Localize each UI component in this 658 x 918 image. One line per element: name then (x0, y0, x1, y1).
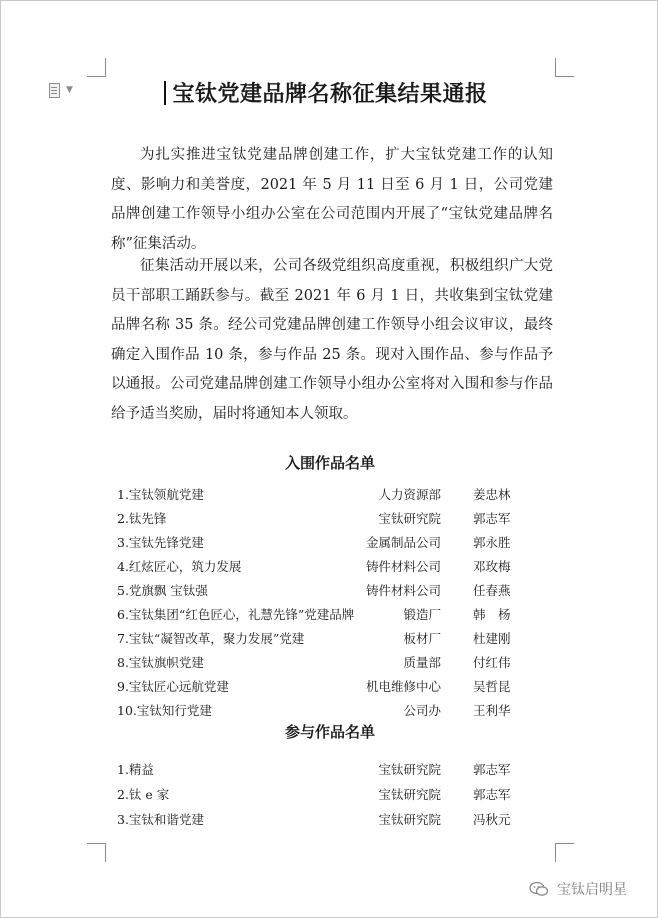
entry-name: 1.精益 (117, 762, 154, 777)
entry-person: 王利华 (473, 703, 511, 718)
entry-department: 铸件材料公司 (365, 559, 441, 574)
table-row (1, 533, 658, 555)
body-paragraph-1: 为扎实推进宝钛党建品牌创建工作，扩大宝钛党建工作的认知度、影响力和美誉度，2021 年 5 月 11 日至 6 月 1 日，公司党建品牌创建工作领导小组办公室在公司范围内开展了“宝钛党建品牌名称”征集活动。 (111, 147, 553, 252)
entry-name: 4.红炫匠心，筑力发展 (117, 559, 242, 574)
entry-person: 邓玫梅 (473, 559, 511, 574)
shortlist-heading: 入围作品名单 (284, 454, 375, 472)
table-row (1, 509, 658, 531)
entry-department: 金属制品公司 (365, 535, 441, 550)
table-row (1, 653, 658, 675)
entry-person: 任春燕 (473, 583, 511, 598)
entry-name: 9.宝钛匠心远航党建 (117, 679, 229, 694)
table-row (1, 485, 658, 507)
entry-department: 宝钛研究院 (378, 762, 441, 777)
body-paragraph-2: 征集活动开展以来，公司各级党组织高度重视，积极组织广大党员干部职工踊跃参与。截至 2021 年 6 月 1 日，共收集到宝钛党建品牌名称 35 条。经公司党建品牌创建工作领导小组会议审议，最终确定入围作品 10 条，参与作品 25 条。现对入围作品、参与作品予以通报。公司党建品牌创建工作领导小组办公室将对入围和参与作品给予适当奖励，届时将通知本人领取。 (111, 258, 553, 422)
table-row (1, 629, 658, 651)
entry-name: 5.党旗飘 宝钛强 (117, 583, 208, 598)
participants-heading: 参与作品名单 (284, 723, 375, 741)
entry-person: 郭永胜 (473, 535, 511, 550)
entry-name: 2.钛先锋 (117, 511, 167, 526)
entry-department: 锻造厂 (403, 607, 441, 622)
entry-person: 郭志军 (473, 511, 511, 526)
entry-name: 8.宝钛旗帜党建 (117, 655, 204, 670)
entry-person: 姜忠林 (473, 487, 511, 502)
entry-name: 10.宝钛知行党建 (117, 703, 212, 718)
entry-department: 宝钛研究院 (378, 511, 441, 526)
margin-corner-bottom-right (555, 843, 574, 862)
dropdown-caret-icon[interactable]: ▼ (66, 85, 73, 95)
document-title: 宝钛党建品牌名称征集结果通报 (172, 81, 488, 107)
table-row (1, 810, 658, 832)
entry-person: 韩 杨 (473, 607, 511, 622)
table-row (1, 605, 658, 627)
entry-person: 郭志军 (473, 787, 511, 802)
table-row (1, 701, 658, 723)
table-row (1, 581, 658, 603)
entry-name: 7.宝钛“凝智改革，聚力发展”党建 (117, 631, 305, 646)
entry-department: 机电维修中心 (365, 679, 441, 694)
entry-department: 人力资源部 (378, 487, 441, 502)
watermark-text: 宝钛启明星 (557, 882, 627, 898)
entry-name: 2.钛 e 家 (117, 787, 170, 802)
entry-department: 宝钛研究院 (378, 787, 441, 802)
entry-department: 公司办 (403, 703, 441, 718)
entry-name: 6.宝钛集团“红色匠心，礼慧先锋”党建品牌 (117, 607, 355, 622)
entry-name: 1.宝钛领航党建 (117, 487, 204, 502)
entry-person: 吴哲昆 (473, 679, 511, 694)
entry-person: 杜建刚 (473, 631, 511, 646)
margin-corner-bottom-left (87, 843, 106, 862)
entry-name: 3.宝钛和谐党建 (117, 812, 204, 827)
entry-department: 宝钛研究院 (378, 812, 441, 827)
entry-person: 郭志军 (473, 762, 511, 777)
entry-name: 3.宝钛先锋党建 (117, 535, 204, 550)
wechat-icon (529, 881, 549, 897)
entry-person: 付红伟 (473, 655, 511, 670)
table-row (1, 760, 658, 782)
entry-department: 铸件材料公司 (365, 583, 441, 598)
margin-corner-top-left (87, 58, 106, 77)
entry-department: 板材厂 (403, 631, 441, 646)
table-row (1, 557, 658, 579)
entry-department: 质量部 (403, 655, 441, 670)
entry-person: 冯秋元 (473, 812, 511, 827)
margin-corner-top-right (555, 58, 574, 77)
table-row (1, 677, 658, 699)
table-row (1, 785, 658, 807)
